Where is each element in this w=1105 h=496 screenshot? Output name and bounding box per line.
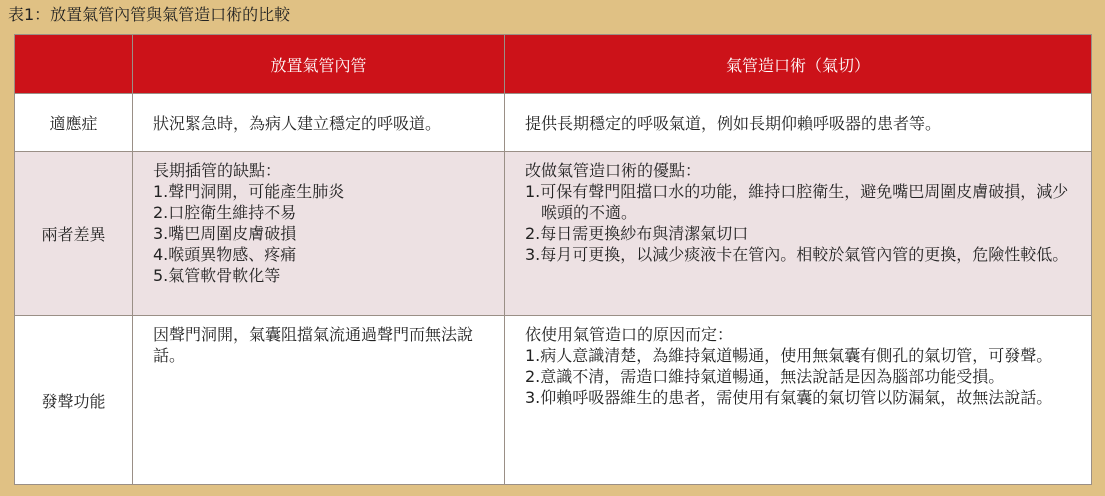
row-label: 發聲功能 [15, 316, 133, 485]
cell-list [525, 345, 1077, 408]
list-item: 2.每日需更換紗布與清潔氣切口 [525, 224, 749, 243]
cell-text: 因聲門洞開，氣囊阻擋氣流通過聲門而無法說話。 [153, 325, 474, 365]
list-item: 3.嘴巴周圍皮膚破損 [153, 224, 297, 243]
cell-tracheostomy [505, 152, 1092, 316]
list-item: 1.病人意識清楚，為維持氣道暢通，使用無氣囊有側孔的氣切管，可發聲。 [525, 346, 1053, 365]
header-blank [15, 35, 133, 94]
cell-endotracheal [133, 316, 505, 485]
cell-endotracheal: 狀況緊急時，為病人建立穩定的呼吸道。 [133, 94, 505, 152]
cell-list [153, 181, 490, 286]
cell-tracheostomy: 提供長期穩定的呼吸氣道，例如長期仰賴呼吸器的患者等。 [505, 94, 1092, 152]
cell-intro: 改做氣管造口術的優點： [525, 161, 702, 180]
table-row [15, 152, 1092, 316]
header-endotracheal: 放置氣管內管 [133, 35, 505, 94]
table-row [15, 94, 1092, 152]
list-item: 4.喉頭異物感、疼痛 [153, 245, 297, 264]
cell-intro: 長期插管的缺點： [153, 161, 282, 180]
header-row [15, 35, 1092, 94]
cell-list [525, 181, 1077, 265]
list-item: 2.口腔衛生維持不易 [153, 203, 297, 222]
cell-tracheostomy [505, 316, 1092, 485]
list-item: 1.聲門洞開，可能產生肺炎 [153, 182, 345, 201]
row-label: 適應症 [15, 94, 133, 152]
list-item: 5.氣管軟骨軟化等 [153, 266, 281, 285]
list-item: 1.可保有聲門阻擋口水的功能，維持口腔衛生，避免嘴巴周圍皮膚破損，減少喉頭的不適。 [525, 182, 1069, 222]
list-item: 3.仰賴呼吸器維生的患者，需使用有氣囊的氣切管以防漏氣，故無法說話。 [525, 388, 1053, 407]
list-item: 3.每月可更換，以減少痰液卡在管內。相較於氣管內管的更換，危險性較低。 [525, 245, 1069, 264]
cell-endotracheal [133, 152, 505, 316]
row-label: 兩者差異 [15, 152, 133, 316]
comparison-table [14, 34, 1092, 485]
cell-intro: 依使用氣管造口的原因而定： [525, 325, 734, 344]
list-item: 2.意識不清，需造口維持氣道暢通，無法說話是因為腦部功能受損。 [525, 367, 1005, 386]
table-caption: 表1：放置氣管內管與氣管造口術的比較 [8, 5, 291, 24]
table-row [15, 316, 1092, 485]
header-tracheostomy: 氣管造口術（氣切） [505, 35, 1092, 94]
